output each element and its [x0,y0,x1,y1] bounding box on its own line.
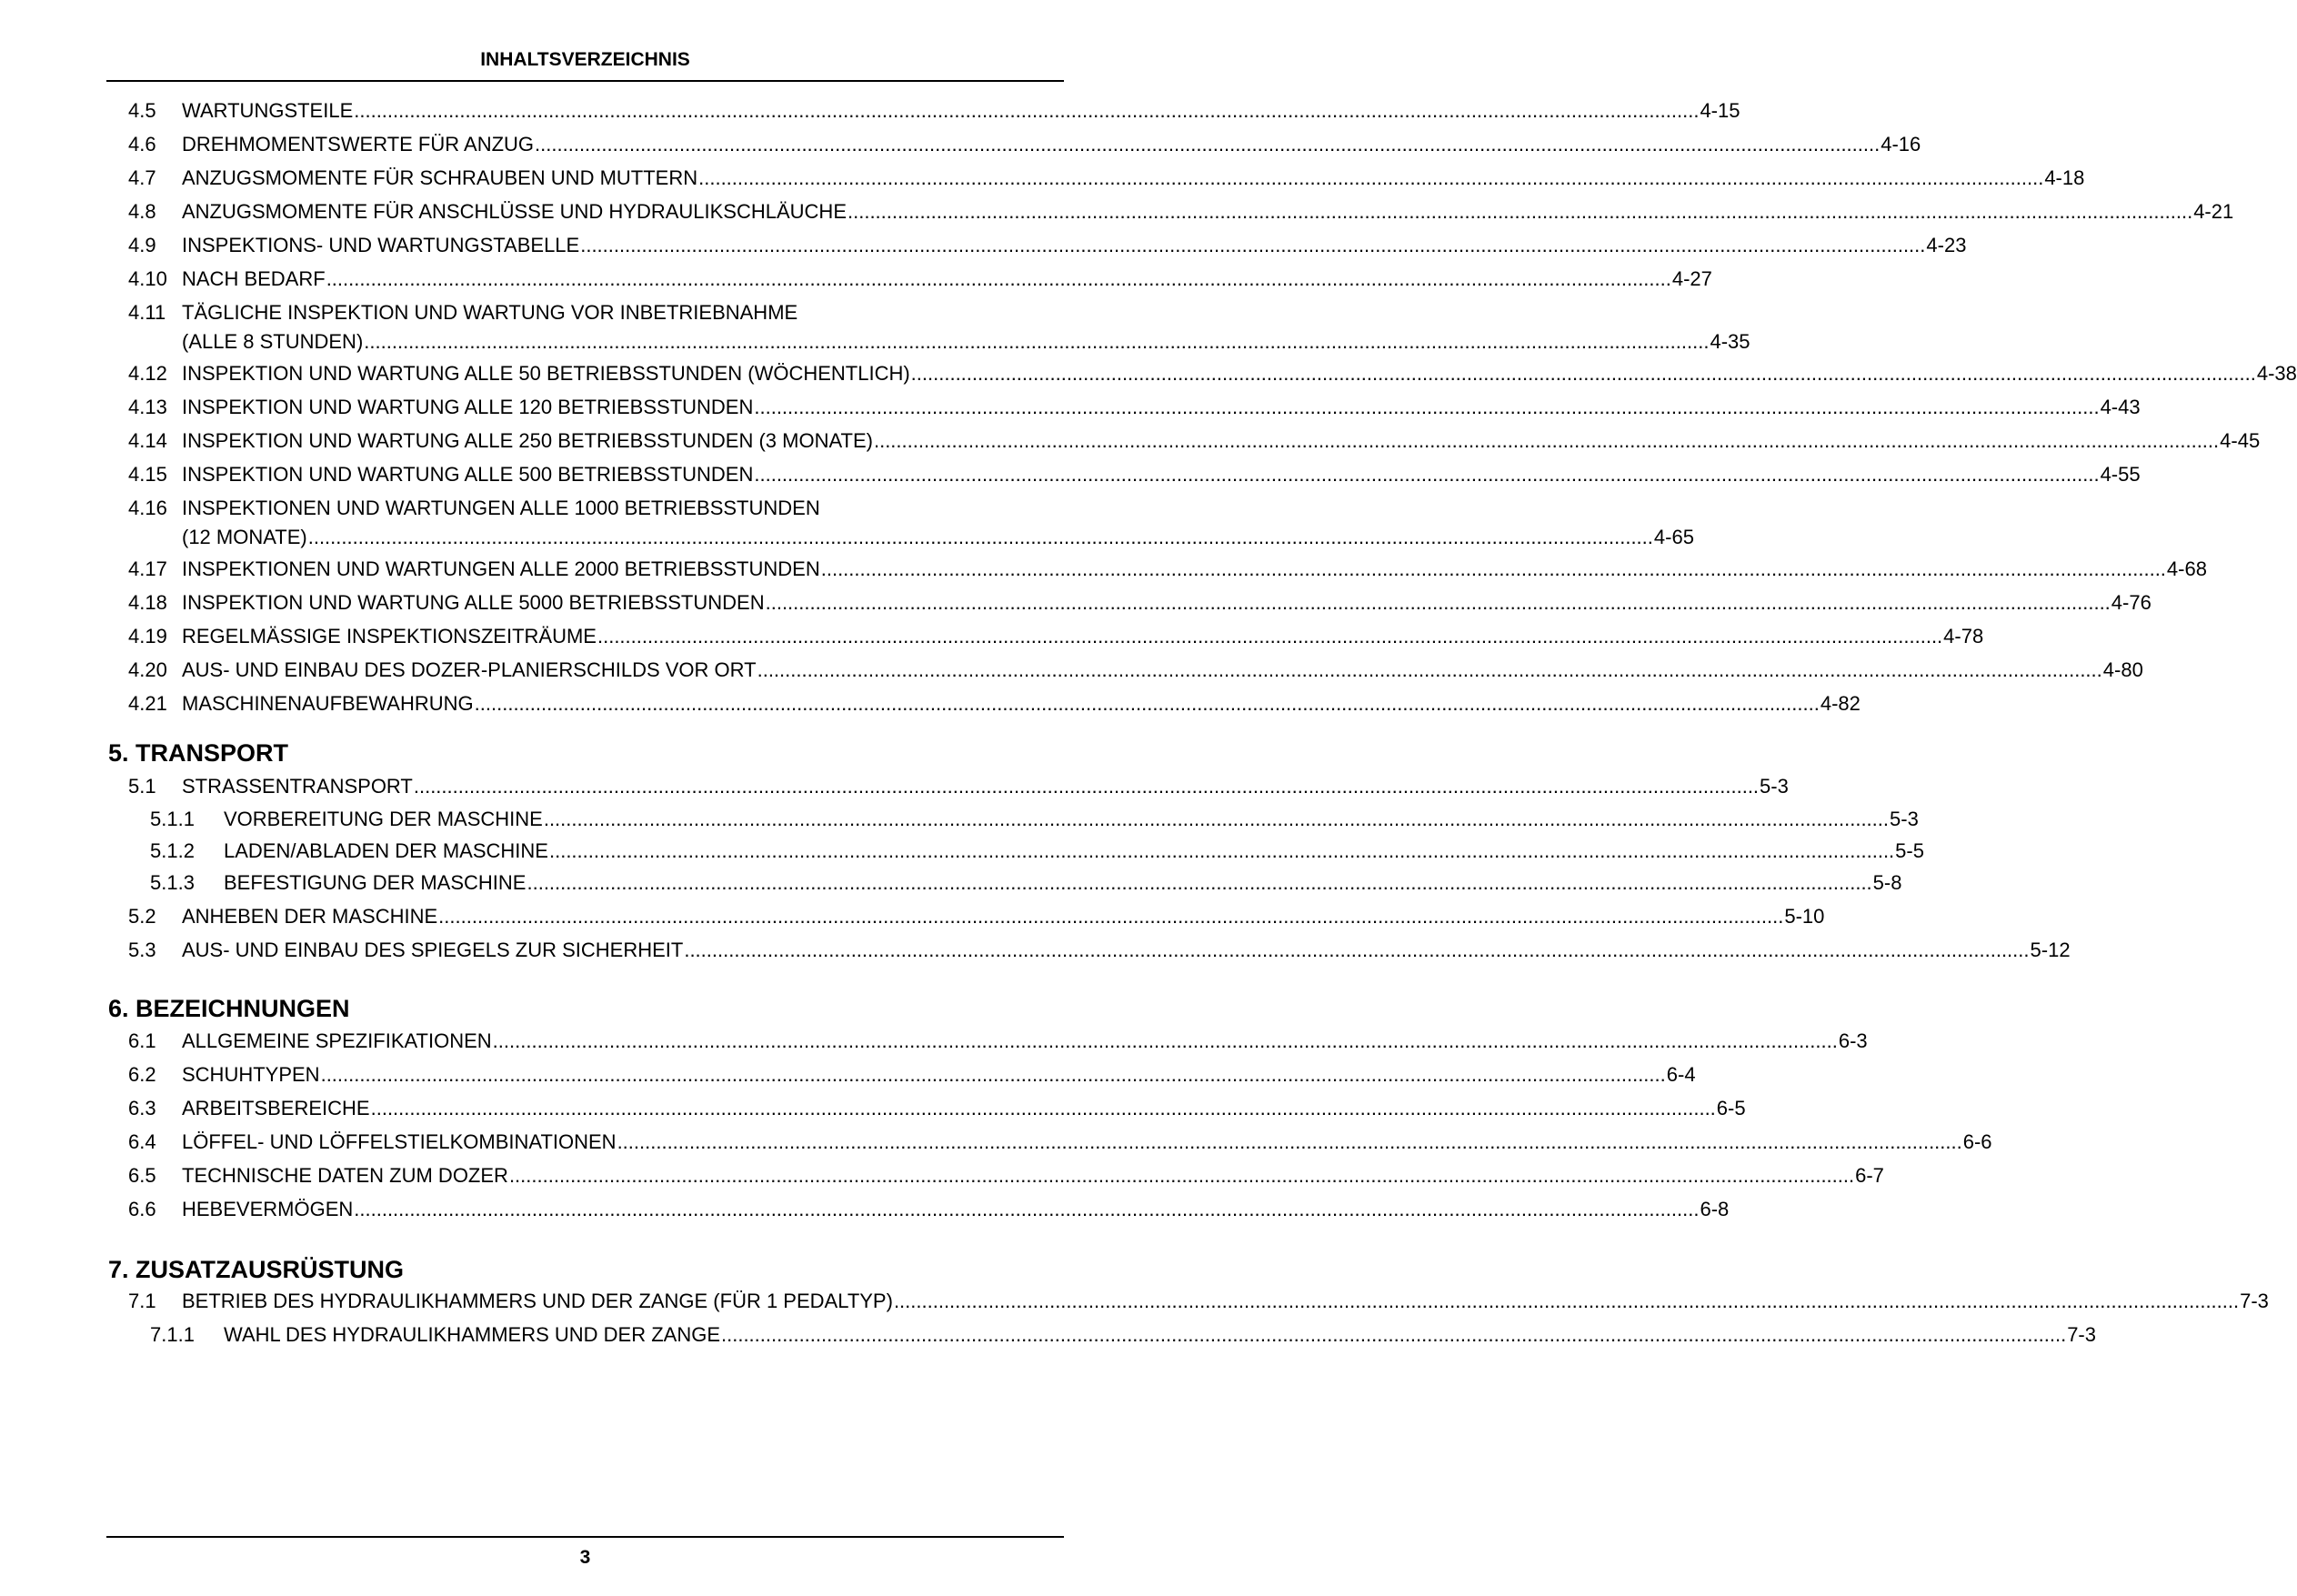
toc-entry[interactable] [128,496,1694,548]
toc-dot-leader: .................................................................................................................................................................................................................................................. [617,1130,1962,1153]
toc-entry-leader-line [182,329,1750,355]
toc-entry-page: 4-43 [2100,396,2141,418]
toc-entry[interactable] [128,1029,1868,1054]
toc-entry-number: 5.2 [128,905,156,928]
toc-entry[interactable] [128,590,2152,616]
toc-entry-leader-line [182,1096,1746,1121]
toc-entry-number: 7.1.1 [150,1323,195,1346]
toc-entry[interactable] [128,1096,1746,1121]
toc-entry-leader-line [182,199,2234,225]
toc-entry-label: STRASSENTRANSPORT [182,775,413,798]
page-header-title: INHALTSVERZEICHNIS [480,49,690,70]
toc-dot-leader: .................................................................................................................................................................................................................................................. [492,1029,1838,1052]
toc-entry-number: 6.6 [128,1198,156,1220]
toc-entry[interactable] [128,624,1984,649]
toc-entry-leader-line [182,1129,1992,1155]
toc-entry-leader-line [182,98,1740,124]
toc-entry-label: HEBEVERMÖGEN [182,1198,354,1220]
toc-entry-page: 4-35 [1710,330,1750,353]
toc-entry-label: INSPEKTION UND WARTUNG ALLE 5000 BETRIEBSSTUNDEN [182,591,765,614]
toc-entry-page: 4-68 [2166,557,2207,580]
toc-entry-leader-line [182,132,1921,157]
toc-entry-page: 7-3 [2240,1290,2269,1312]
toc-dot-leader: .................................................................................................................................................................................................................................................. [597,625,1943,647]
toc-entry[interactable] [128,938,2071,963]
toc-entry[interactable] [128,98,1740,124]
toc-entry[interactable] [128,904,1825,929]
toc-entry[interactable] [128,395,2141,420]
toc-entry-number: 4.15 [128,463,167,486]
toc-entry-label: INSPEKTION UND WARTUNG ALLE 50 BETRIEBSSTUNDEN (WÖCHENTLICH) [182,362,910,385]
toc-entry-label: WARTUNGSTEILE [182,99,354,122]
footer-rule [106,1536,1064,1538]
toc-dot-leader: .................................................................................................................................................................................................................................................. [548,839,1895,862]
toc-entry-label: INSPEKTIONEN UND WARTUNGEN ALLE 1000 BETRIEBSSTUNDEN [182,497,820,519]
toc-entry[interactable] [150,807,1919,832]
toc-entry-number: 4.10 [128,267,167,290]
toc-entry-label: NACH BEDARF [182,267,326,290]
toc-entry-leader-line [182,428,2261,454]
toc-entry[interactable] [128,1289,2269,1314]
toc-entry[interactable] [128,462,2141,487]
toc-entry-number: 5.1.1 [150,808,195,830]
toc-entry-label: LÖFFEL- UND LÖFFELSTIELKOMBINATIONEN [182,1130,617,1153]
toc-entry-label-continued: (12 MONATE) [182,526,307,548]
toc-entry-page: 6-6 [1962,1130,1992,1153]
toc-entry-number: 4.9 [128,234,156,256]
toc-entry-label-continued: (ALLE 8 STUNDEN) [182,330,364,353]
toc-entry-number: 5.1.2 [150,839,195,862]
toc-entry-number: 4.12 [128,362,167,385]
toc-entry-label: TÄGLICHE INSPEKTION UND WARTUNG VOR INBETRIEBNAHME [182,301,798,324]
toc-entry-leader-line [182,1289,2269,1314]
toc-entry-page: 7-3 [2067,1323,2096,1346]
toc-entry[interactable] [128,657,2143,683]
toc-entry-label: INSPEKTIONEN UND WARTUNGEN ALLE 2000 BETRIEBSSTUNDEN [182,557,820,580]
toc-entry[interactable] [128,132,1921,157]
toc-entry-label: REGELMÄSSIGE INSPEKTIONSZEITRÄUME [182,625,597,647]
toc-entry[interactable] [128,1062,1696,1088]
toc-entry-label: VORBEREITUNG DER MASCHINE [224,808,543,830]
toc-entry-page: 4-45 [2220,429,2261,452]
toc-dot-leader: .................................................................................................................................................................................................................................................. [893,1290,2240,1312]
toc-entry-page: 4-21 [2193,200,2234,223]
toc-entry-label: INSPEKTION UND WARTUNG ALLE 120 BETRIEBSSTUNDEN [182,396,754,418]
toc-dot-leader: .................................................................................................................................................................................................................................................. [326,267,1671,290]
toc-entry-page: 4-80 [2102,658,2143,681]
toc-entry[interactable] [150,870,1902,896]
toc-entry-label: BEFESTIGUNG DER MASCHINE [224,871,527,894]
toc-entry-page: 4-38 [2256,362,2297,385]
toc-entry-number: 6.5 [128,1164,156,1187]
toc-entry-number: 6.1 [128,1029,156,1052]
toc-entry-page: 6-5 [1716,1097,1746,1119]
toc-dot-leader: .................................................................................................................................................................................................................................................. [543,808,1890,830]
toc-entry-page: 4-55 [2100,463,2141,486]
toc-entry-number: 4.21 [128,692,167,715]
toc-entry-leader-line [182,525,1694,550]
toc-dot-leader: .................................................................................................................................................................................................................................................. [320,1063,1666,1086]
toc-entry-number: 4.19 [128,625,167,647]
toc-entry-page: 4-27 [1671,267,1712,290]
toc-entry-leader-line [182,166,2085,191]
toc-entry-page: 4-16 [1881,133,1921,156]
toc-entry-leader-line [182,1062,1696,1088]
toc-dot-leader: .................................................................................................................................................................................................................................................. [721,1323,2067,1346]
toc-entry-leader-line [182,1163,1884,1189]
toc-entry[interactable] [128,233,1967,258]
toc-entry-leader-line [182,361,2297,386]
toc-entry-leader-line [182,233,1967,258]
toc-entry-leader-line [182,266,1712,292]
toc-entry-number: 6.4 [128,1130,156,1153]
toc-entry-label: MASCHINENAUFBEWAHRUNG [182,692,474,715]
toc-entry-number: 4.20 [128,658,167,681]
toc-entry[interactable] [128,1197,1730,1222]
toc-entry-leader-line [182,395,2141,420]
toc-entry-label: ANHEBEN DER MASCHINE [182,905,438,928]
toc-entry-page: 5-3 [1890,808,1919,830]
toc-dot-leader: .................................................................................................................................................................................................................................................. [910,362,2256,385]
toc-dot-leader: .................................................................................................................................................................................................................................................. [848,200,2193,223]
toc-entry-leader-line [224,838,1924,864]
toc-entry-page: 4-76 [2111,591,2152,614]
toc-dot-leader: .................................................................................................................................................................................................................................................. [684,939,2030,961]
toc-entry-leader-line [182,657,2143,683]
section-title-zusatzausruestung: 7. ZUSATZAUSRÜSTUNG [108,1256,405,1283]
toc-dot-leader: .................................................................................................................................................................................................................................................. [698,166,2044,189]
toc-entry-label: AUS- UND EINBAU DES DOZER-PLANIERSCHILDS VOR ORT [182,658,757,681]
toc-dot-leader: .................................................................................................................................................................................................................................................. [527,871,1872,894]
toc-entry-number: 6.3 [128,1097,156,1119]
toc-entry-page: 4-65 [1653,526,1694,548]
toc-dot-leader: .................................................................................................................................................................................................................................................. [873,429,2220,452]
toc-entry-leader-line [182,624,1984,649]
section-title-transport: 5. TRANSPORT [108,739,289,767]
toc-entry-number: 4.13 [128,396,167,418]
toc-entry[interactable] [128,774,1789,799]
toc-entry[interactable] [128,361,2297,386]
toc-entry-leader-line [224,1322,2096,1348]
toc-dot-leader: .................................................................................................................................................................................................................................................. [364,330,1710,353]
toc-entry-page: 4-18 [2044,166,2085,189]
toc-entry[interactable] [128,428,2261,454]
toc-entry[interactable] [128,266,1712,292]
toc-entry-page: 6-7 [1855,1164,1884,1187]
toc-entry-label: ARBEITSBEREICHE [182,1097,370,1119]
toc-entry-label: INSPEKTION UND WARTUNG ALLE 500 BETRIEBSSTUNDEN [182,463,754,486]
toc-entry-number: 4.6 [128,133,156,156]
toc-entry-leader-line [182,590,2152,616]
toc-entry-number: 4.17 [128,557,167,580]
toc-entry-label: LADEN/ABLADEN DER MASCHINE [224,839,548,862]
toc-dot-leader: .................................................................................................................................................................................................................................................. [307,526,1653,548]
toc-entry-page: 4-78 [1943,625,1984,647]
toc-entry-page: 4-15 [1700,99,1740,122]
header-rule [106,80,1064,82]
toc-entry-leader-line [182,1197,1730,1222]
toc-dot-leader: .................................................................................................................................................................................................................................................. [370,1097,1716,1119]
toc-entry-page: 6-8 [1700,1198,1730,1220]
toc-entry-number: 4.11 [128,301,166,324]
toc-entry-page: 6-3 [1838,1029,1868,1052]
toc-entry-page: 5-8 [1872,871,1902,894]
toc-entry-label: TECHNISCHE DATEN ZUM DOZER [182,1164,508,1187]
toc-entry-number: 6.2 [128,1063,156,1086]
toc-dot-leader: .................................................................................................................................................................................................................................................. [757,658,2102,681]
toc-entry-page: 5-5 [1895,839,1924,862]
toc-entry-leader-line [182,462,2141,487]
toc-entry-page: 4-82 [1820,692,1861,715]
toc-entry-leader-line [182,1029,1868,1054]
toc-entry-label: ALLGEMEINE SPEZIFIKATIONEN [182,1029,492,1052]
toc-entry-leader-line [182,904,1825,929]
toc-entry-label: AUS- UND EINBAU DES SPIEGELS ZUR SICHERHEIT [182,939,684,961]
toc-entry-leader-line [224,870,1902,896]
toc-dot-leader: .................................................................................................................................................................................................................................................. [580,234,1926,256]
toc-entry-leader-line [182,691,1861,717]
toc-dot-leader: .................................................................................................................................................................................................................................................. [765,591,2111,614]
toc-entry-number: 4.14 [128,429,167,452]
toc-entry-leader-line [224,807,1919,832]
toc-dot-leader: .................................................................................................................................................................................................................................................. [508,1164,1855,1187]
toc-entry[interactable] [150,838,1924,864]
toc-entry-page: 6-4 [1666,1063,1696,1086]
toc-dot-leader: .................................................................................................................................................................................................................................................. [354,1198,1700,1220]
toc-entry-number: 7.1 [128,1290,156,1312]
toc-entry-label: SCHUHTYPEN [182,1063,320,1086]
toc-dot-leader: .................................................................................................................................................................................................................................................. [413,775,1760,798]
toc-entry[interactable] [128,691,1861,717]
toc-entry-number: 4.16 [128,497,167,519]
toc-entry-label: BETRIEB DES HYDRAULIKHAMMERS UND DER ZANGE (FÜR 1 PEDALTYP) [182,1290,893,1312]
toc-entry[interactable] [128,199,2234,225]
toc-entry-page: 5-10 [1784,905,1825,928]
toc-entry[interactable] [150,1322,2096,1348]
toc-dot-leader: .................................................................................................................................................................................................................................................. [754,463,2100,486]
toc-entry-number: 5.1 [128,775,156,798]
toc-entry-label: INSPEKTION UND WARTUNG ALLE 250 BETRIEBSSTUNDEN (3 MONATE) [182,429,873,452]
toc-entry-page: 5-12 [2030,939,2071,961]
toc-dot-leader: .................................................................................................................................................................................................................................................. [820,557,2166,580]
toc-entry-number: 4.18 [128,591,167,614]
toc-dot-leader: .................................................................................................................................................................................................................................................. [474,692,1820,715]
toc-entry[interactable] [128,557,2207,582]
toc-entry-page: 4-23 [1926,234,1967,256]
toc-entry[interactable] [128,300,1750,353]
toc-entry-number: 5.1.3 [150,871,195,894]
toc-entry-leader-line [182,557,2207,582]
toc-entry-leader-line [182,938,2071,963]
toc-entry-label: ANZUGSMOMENTE FÜR SCHRAUBEN UND MUTTERN [182,166,698,189]
toc-entry-label: INSPEKTIONS- UND WARTUNGSTABELLE [182,234,580,256]
section-title-bezeichnungen: 6. BEZEICHNUNGEN [108,995,350,1022]
toc-entry-label: DREHMOMENTSWERTE FÜR ANZUG [182,133,535,156]
toc-entry-page: 5-3 [1760,775,1789,798]
toc-dot-leader: .................................................................................................................................................................................................................................................. [535,133,1881,156]
toc-entry-leader-line [182,774,1789,799]
toc-entry[interactable] [128,166,2085,191]
toc-entry[interactable] [128,1163,1884,1189]
toc-entry-label: ANZUGSMOMENTE FÜR ANSCHLÜSSE UND HYDRAULIKSCHLÄUCHE [182,200,847,223]
toc-entry-number: 4.5 [128,99,156,122]
toc-entry[interactable] [128,1129,1992,1155]
page-number: 3 [579,1547,591,1568]
toc-dot-leader: .................................................................................................................................................................................................................................................. [754,396,2100,418]
toc-entry-number: 4.7 [128,166,156,189]
toc-entry-label: WAHL DES HYDRAULIKHAMMERS UND DER ZANGE [224,1323,720,1346]
toc-dot-leader: .................................................................................................................................................................................................................................................. [354,99,1700,122]
toc-dot-leader: .................................................................................................................................................................................................................................................. [438,905,1784,928]
toc-entry-number: 5.3 [128,939,156,961]
toc-entry-number: 4.8 [128,200,156,223]
